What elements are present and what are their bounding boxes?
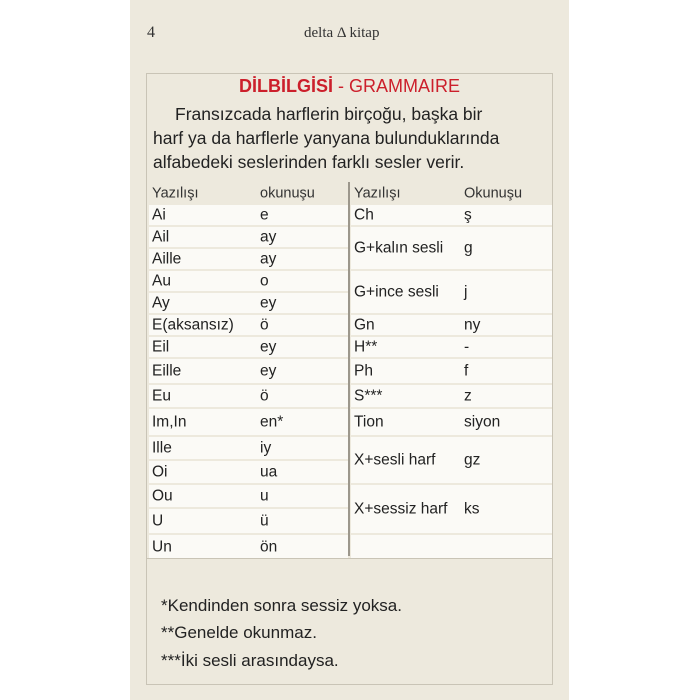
spelling-cell: Gn [354,316,375,334]
table-row [149,335,348,357]
footnote: *Kendinden sonra sessiz yoksa. [161,596,402,615]
spelling-cell: Oi [152,463,168,481]
spelling-cell: Tion [354,413,384,431]
pronunciation-cell: z [464,387,472,405]
spelling-cell: G+kalın sesli [354,239,444,257]
table-row [149,357,348,383]
left-pronunciation-table [149,182,348,558]
pronunciation-cell: ön [260,538,278,555]
pronunciation-cell: g [464,239,473,257]
pronunciation-cell: o [260,272,269,290]
pronunciation-cell: ey [260,338,277,356]
page-number: 4 [147,24,155,41]
table-row [351,435,552,483]
spelling-cell: Eu [152,387,171,405]
table-row [351,483,552,533]
book-title: delta Δ kitap [304,25,380,41]
intro-line: alfabedeki seslerinden farklı sesler verir. [153,152,465,172]
table-row [351,203,552,225]
table-row [149,247,348,269]
table-row [351,269,552,313]
table-row [149,407,348,435]
column-header-pronunciation: Okunuşu [464,185,523,201]
table-row [149,291,348,313]
spelling-cell: Ph [354,362,373,380]
spelling-cell: Aille [152,250,182,268]
table-row [351,357,552,383]
table-row [351,383,552,407]
spelling-cell: X+sesli harf [354,451,436,469]
column-header-spelling: Yazılışı [152,185,199,201]
table-row [149,533,348,558]
heading-turkish: DİLBİLGİSİ [238,76,333,96]
pronunciation-cell: ay [260,228,277,246]
spelling-cell: Ch [354,206,374,224]
spelling-cell: H** [354,338,378,356]
pronunciation-cell: en* [260,413,284,431]
table-row [149,383,348,407]
pronunciation-cell: gz [464,451,481,469]
intro-paragraph [153,102,549,174]
table-row [149,313,348,335]
table-row [149,225,348,247]
table-row [351,225,552,269]
pronunciation-cell: ö [260,316,269,334]
pronunciation-cell: e [260,206,269,224]
footnote: ***İki sesli arasındaysa. [161,651,339,670]
spelling-cell: Ay [152,294,170,312]
pronunciation-cell: ü [260,512,269,530]
column-header-pronunciation: okunuşu [260,185,315,201]
spelling-cell: X+sessiz harf [354,500,448,518]
table-row [351,335,552,357]
spelling-cell: Au [152,272,171,290]
pronunciation-cell: ö [260,387,269,405]
spelling-cell: G+ince sesli [354,283,439,301]
intro-line: harf ya da harflerle yanyana bulunduklarında [153,128,500,148]
column-header-spelling: Yazılışı [354,185,401,201]
pronunciation-cell: siyon [464,413,501,431]
pronunciation-cell: ş [464,206,472,224]
table-row [149,203,348,225]
notes-divider [147,558,552,559]
spelling-cell: Ail [152,228,170,246]
pronunciation-cell: ua [260,463,278,481]
spelling-cell: Eil [152,338,170,356]
table-divider [348,182,350,556]
spelling-cell: Ai [152,206,166,224]
pronunciation-cell: ny [464,316,481,334]
footnote: **Genelde okunmaz. [161,623,317,642]
intro-line: Fransızcada harflerin birçoğu, başka bir [175,104,483,124]
table-row [351,407,552,435]
heading-separator: - [332,76,349,96]
pronunciation-cell: iy [260,439,272,457]
book-page [130,0,569,700]
pronunciation-cell: u [260,487,269,505]
table-row [351,313,552,335]
grammar-box [146,73,553,685]
pronunciation-cell: - [464,338,470,356]
right-pronunciation-table [351,182,552,558]
table-row [149,269,348,291]
pronunciation-cell: ay [260,250,277,268]
spelling-cell: U [152,512,164,530]
table-header-row [149,182,348,203]
pronunciation-cell: j [464,283,468,301]
spelling-cell: Ou [152,487,173,505]
pronunciation-cell: ks [464,500,480,518]
spelling-cell: S*** [354,387,383,405]
spelling-cell: Un [152,538,172,555]
pronunciation-cell: f [464,362,469,380]
table-row [149,483,348,507]
pronunciation-cell: ey [260,362,277,380]
spelling-cell: E(aksansız) [152,316,234,334]
table-row [149,507,348,533]
pronunciation-cell: ey [260,294,277,312]
table-row [149,459,348,483]
section-heading [147,76,552,97]
table-row [149,435,348,459]
table-row-empty [351,533,552,558]
spelling-cell: Ille [152,439,172,457]
spelling-cell: Eille [152,362,182,380]
table-header-row [351,182,552,203]
heading-french: GRAMMAIRE [348,76,460,96]
spelling-cell: Im,In [152,413,187,431]
